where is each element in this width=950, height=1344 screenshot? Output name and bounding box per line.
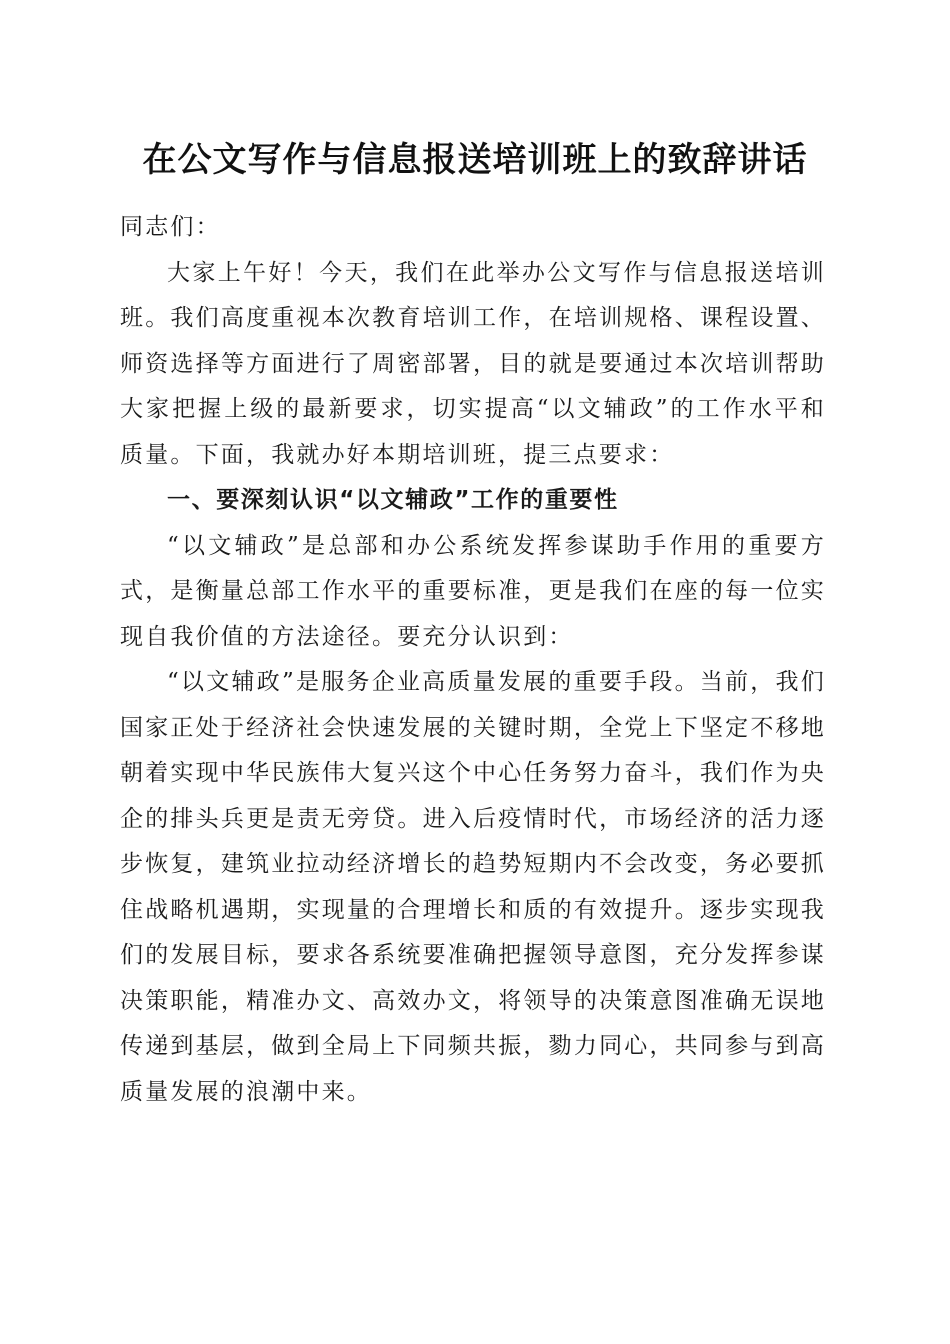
section-1-paragraph-2: “以文辅政”是服务企业高质量发展的重要手段。当前，我们国家正处于经济社会快速发展的关键时期，全党上下坚定不移地朝着实现中华民族伟大复兴这个中心任务努力奋斗，我们作为央企的排头兵更是责无旁贷。进入后疫情时代，市场经济的活力逐步恢复，建筑业拉动经济增长的趋势短期内不会改变，务必要抓住战略机遇期，实现量的合理增长和质的有效提升。逐步实现我们的发展目标，要求各系统要准确把握领导意图，充分发挥参谋决策职能，精准办文、高效办文，将领导的决策意图准确无误地传递到基层，做到全局上下同频共振，勠力同心，共同参与到高质量发展的浪潮中来。 [120, 669, 826, 1105]
salutation: 同志们： [120, 214, 221, 240]
document-body [120, 205, 826, 1115]
opening-paragraph: 大家上午好！今天，我们在此举办公文写作与信息报送培训班。我们高度重视本次教育培训工作，在培训规格、课程设置、师资选择等方面进行了周密部署，目的就是要通过本次培训帮助大家把握上级的最新要求，切实提高“以文辅政”的工作水平和质量。下面，我就办好本期培训班，提三点要求： [120, 259, 826, 468]
section-heading-1: 一、要深刻认识“以文辅政”工作的重要性 [167, 487, 619, 513]
section-1-paragraph-1: “以文辅政”是总部和办公系统发挥参谋助手作用的重要方式，是衡量总部工作水平的重要标准，更是我们在座的每一位实现自我价值的方法途径。要充分认识到： [120, 532, 826, 650]
document-title: 在公文写作与信息报送培训班上的致辞讲话 [142, 140, 808, 180]
